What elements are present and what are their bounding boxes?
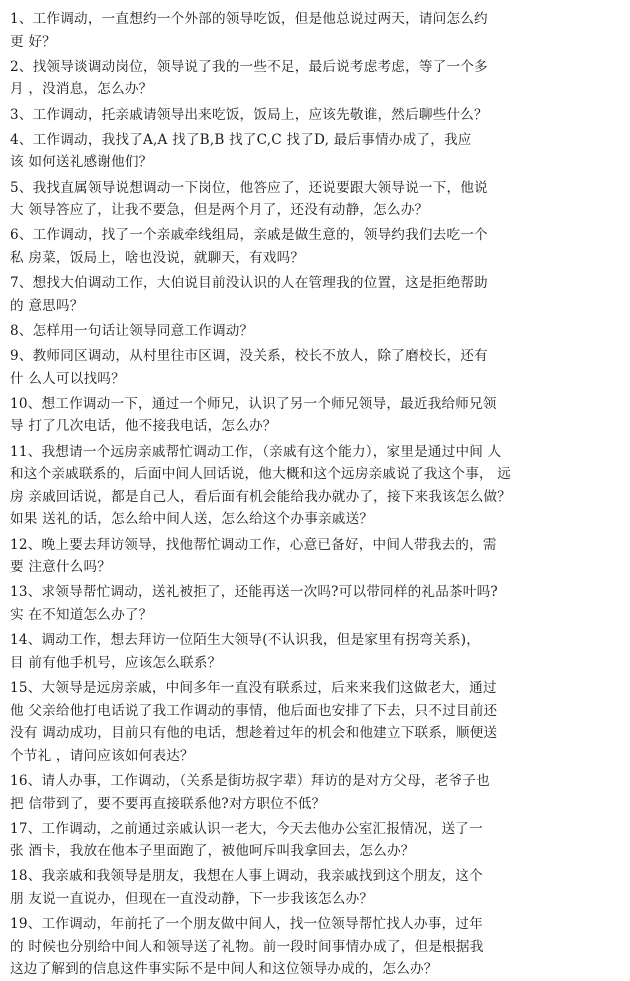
question-line: 18、我亲戚和我领导是朋友，我想在人事上调动，我亲戚找到这个朋友，这个 xyxy=(10,868,483,885)
question-line: 1、工作调动，一直想约一个外部的领导吃饭，但是他总说过两天，请问怎么约 xyxy=(10,11,488,27)
question-item xyxy=(10,534,616,579)
question-line: 个节礼 ，请问应该如何表达？ xyxy=(10,747,194,764)
question-line: 实 在不知道怎么办了？ xyxy=(10,606,153,623)
question-item xyxy=(10,104,616,127)
question-line: 目 前有他手机号，应该怎么联系？ xyxy=(10,654,222,671)
question-line: 13、求领导帮忙调动，送礼被拒了，还能再送一次吗?可以带同样的礼品茶叶吗? xyxy=(10,584,498,601)
question-item xyxy=(10,865,616,910)
question-line: 的 时候也分别给中间人和领导送了礼物。前一段时间事情办成了，但是根据我 xyxy=(10,938,484,955)
question-item xyxy=(10,272,616,317)
question-line: 7、想找大伯调动工作，大伯说目前没认识的人在管理我的位置，这是拒绝帮助 xyxy=(10,275,488,292)
question-line: 9、教师同区调动，从村里往市区调，没关系，校长不放人，除了磨校长，还有 xyxy=(10,348,488,365)
question-line: 3、工作调动，托亲戚请领导出来吃饭，饭局上，应该先敬谁，然后聊些什么？ xyxy=(10,106,488,123)
question-line: 12、晚上要去拜访领导，找他帮忙调动工作，心意已备好，中间人带我去的，需 xyxy=(10,536,497,553)
question-item xyxy=(10,677,616,767)
question-line: 什 么人可以找吗？ xyxy=(10,370,125,387)
question-item xyxy=(10,129,616,174)
question-line: 2、找领导谈调动岗位，领导说了我的一些不足，最后说考虑考虑，等了一个多 xyxy=(10,58,488,75)
question-item xyxy=(10,345,616,390)
question-line: 私 房菜，饭局上，啥也没说，就聊天，有戏吗？ xyxy=(10,249,305,266)
question-line: 8、怎样用一句话让领导同意工作调动？ xyxy=(10,322,254,339)
question-item xyxy=(10,629,616,674)
question-line: 16、请人办事，工作调动，（关系是街坊叔字辈）拜访的是对方父母，老爷子也 xyxy=(10,772,490,789)
question-line: 10、想工作调动一下，通过一个师兄，认识了另一个师兄领导，最近我给师兄领 xyxy=(10,395,497,412)
question-item xyxy=(10,581,616,626)
question-line: 15、大领导是远房亲戚，中间多年一直没有联系过，后来来我们这做老大，通过 xyxy=(10,679,497,696)
question-line: 19、工作调动，年前托了一个朋友做中间人，找一位领导帮忙找人办事，过年 xyxy=(10,916,483,933)
question-line: 导 打了几次电话，他不接我电话，怎么办？ xyxy=(10,418,277,435)
question-line: 该 如何送礼感谢他们？ xyxy=(10,154,153,171)
question-line: 更 好？ xyxy=(10,33,56,50)
question-line: 他 父亲给他打电话说了我工作调动的事情，他后面也安排了下去，只不过目前还 xyxy=(10,702,498,719)
question-line: 4、工作调动，我找了A,A 找了B,B 找了C,C 找了D, 最后事情办成了，我应 xyxy=(10,131,472,148)
question-line: 11、我想请一个远房亲戚帮忙调动工作，（亲戚有这个能力），家里是通过中间 人 xyxy=(10,443,502,460)
question-item xyxy=(10,8,616,53)
question-line: 要 注意什么吗？ xyxy=(10,559,112,576)
question-line: 没有 调动成功，目前只有他的电话，想趁着过年的机会和他建立下联系，顺便送 xyxy=(10,725,498,742)
question-line: 朋 友说一直说办，但现在一直没动静，下一步我该怎么办？ xyxy=(10,891,374,908)
question-line: 的 意思吗？ xyxy=(10,297,84,314)
question-line: 6、工作调动，找了一个亲戚牵线组局，亲戚是做生意的，领导约我们去吃一个 xyxy=(10,227,488,244)
question-line: 如果 送礼的话，怎么给中间人送，怎么给这个办事亲戚送？ xyxy=(10,511,374,528)
question-line: 5、我找直属领导说想调动一下岗位，他答应了，还说要跟大领导说一下，他说 xyxy=(10,179,488,196)
question-line: 17、工作调动，之前通过亲戚认识一老大，今天去他办公室汇报情况，送了一 xyxy=(10,820,483,837)
question-line: 这边了解到的信息这件事实际不是中间人和这位领导办成的，怎么办？ xyxy=(10,961,438,978)
question-line: 张 酒卡，我放在他本子里面跑了，被他呵斥叫我拿回去，怎么办？ xyxy=(10,843,415,860)
question-line: 和这个亲戚联系的，后面中间人回话说，他大概和这个远房亲戚说了我这个事， 远 xyxy=(10,466,512,483)
question-item xyxy=(10,818,616,863)
question-item xyxy=(10,770,616,815)
question-item xyxy=(10,913,616,981)
question-line: 房 亲戚回话说，都是自己人，看后面有机会能给我办就办了，接下来我该怎么做？ xyxy=(10,488,512,505)
question-line: 14、调动工作，想去拜访一位陌生大领导(不认识我，但是家里有拐弯关系)， xyxy=(10,632,481,649)
question-item xyxy=(10,441,616,531)
question-line: 把 信带到了，要不要再直接联系他?对方职位不低？ xyxy=(10,795,326,812)
question-item xyxy=(10,177,616,222)
question-line: 月 ，没消息，怎么办？ xyxy=(10,81,153,98)
question-item xyxy=(10,393,616,438)
question-item xyxy=(10,56,616,101)
question-item xyxy=(10,224,616,269)
question-line: 大 领导答应了，让我不要急，但是两个月了，还没有动静，怎么办？ xyxy=(10,202,429,219)
question-item xyxy=(10,320,616,343)
